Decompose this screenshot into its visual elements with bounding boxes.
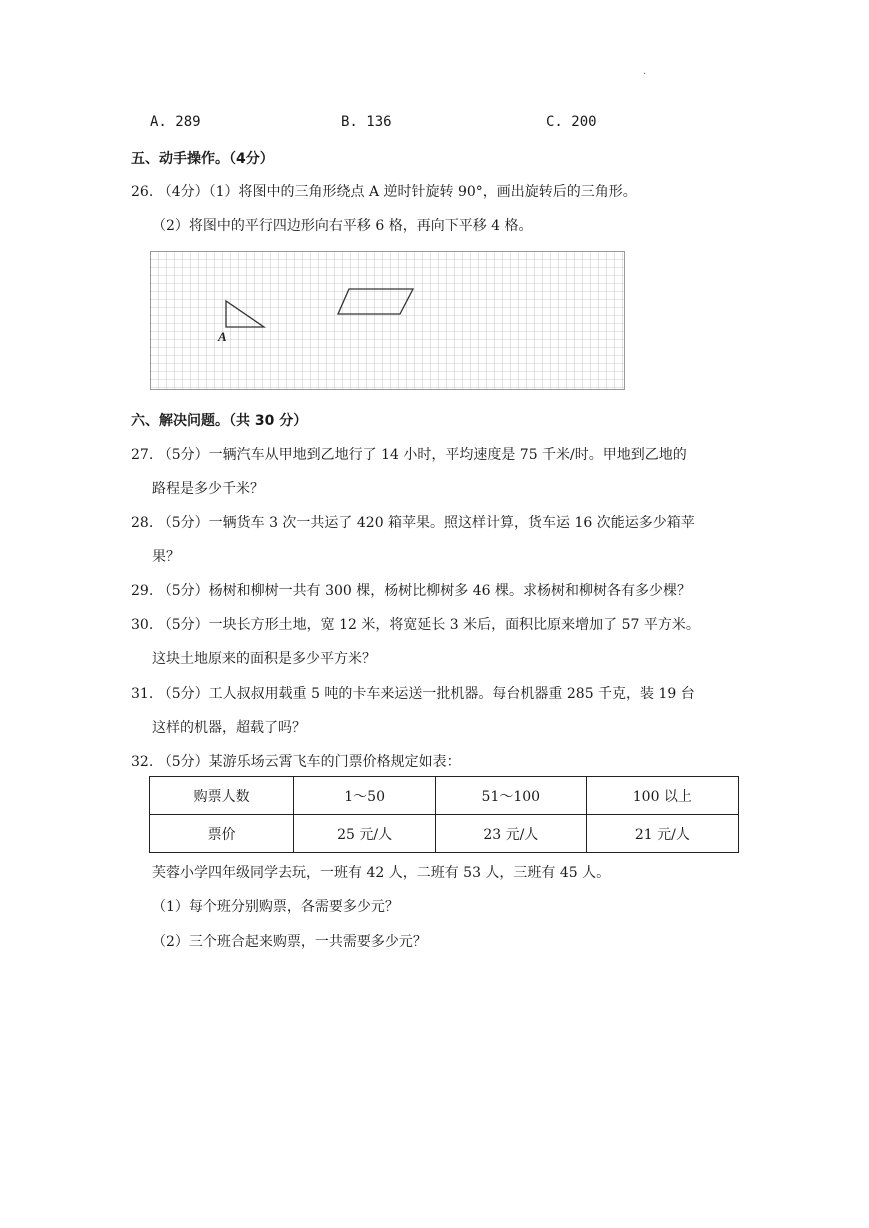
table-cell: 21 元/人	[586, 815, 738, 853]
question-28-line1: 28. （5分）一辆货车 3 次一共运了 420 箱苹果。照这样计算，货车运 16 次能运多少箱苹	[131, 515, 695, 531]
question-28-line2: 果？	[152, 549, 180, 565]
grid-paper	[151, 252, 625, 390]
choice-a: A. 289	[150, 114, 201, 130]
question-32-sub2: （2）三个班合起来购票，一共需要多少元？	[152, 934, 427, 950]
table-row	[150, 777, 739, 815]
question-27-line1: 27. （5分）一辆汽车从甲地到乙地行了 14 小时，平均速度是 75 千米/时。甲地到乙地的	[131, 447, 687, 463]
section-5-title: 五、动手操作。（4分）	[131, 151, 274, 167]
question-31-line2: 这样的机器，超载了吗？	[152, 720, 306, 736]
section-6-title: 六、解决问题。（共 30 分）	[131, 413, 308, 429]
question-26-line1: 26. （4分）（1）将图中的三角形绕点 A 逆时针旋转 90°，画出旋转后的三角形。	[131, 184, 637, 200]
grid-svg	[150, 251, 626, 391]
table-cell: 购票人数	[150, 777, 294, 815]
question-32-info: 芙蓉小学四年级同学去玩，一班有 42 人，二班有 53 人，三班有 45 人。	[152, 865, 611, 881]
table-cell: 25 元/人	[294, 815, 436, 853]
grid-figure	[150, 251, 626, 395]
table-cell: 23 元/人	[435, 815, 586, 853]
point-a-label: A	[218, 329, 227, 344]
choice-b: B. 136	[341, 114, 392, 130]
table-cell: 1～50	[294, 777, 436, 815]
question-26-line2: （2）将图中的平行四边形向右平移 6 格，再向下平移 4 格。	[152, 218, 533, 234]
table-cell: 51～100	[435, 777, 586, 815]
table-row	[150, 815, 739, 853]
question-32-sub1: （1）每个班分别购票，各需要多少元？	[152, 899, 399, 915]
question-31-line1: 31. （5分）工人叔叔用载重 5 吨的卡车来运送一批机器。每台机器重 285 千克，装 19 台	[131, 686, 695, 702]
choice-c: C. 200	[546, 114, 597, 130]
table-cell: 100 以上	[586, 777, 738, 815]
table-cell: 票价	[150, 815, 294, 853]
question-30-line2: 这块土地原来的面积是多少平方米？	[152, 651, 376, 667]
price-table	[149, 776, 739, 853]
question-27-line2: 路程是多少千米？	[152, 481, 264, 497]
question-30-line1: 30. （5分）一块长方形土地，宽 12 米，将宽延长 3 米后，面积比原来增加了 57 平方米。	[131, 617, 700, 633]
question-32: 32. （5分）某游乐场云霄飞车的门票价格规定如表：	[131, 754, 461, 770]
question-29: 29. （5分）杨树和柳树一共有 300 棵，杨树比柳树多 46 棵。求杨树和柳树各有多少棵？	[131, 583, 691, 599]
header-mark: .	[643, 66, 647, 77]
